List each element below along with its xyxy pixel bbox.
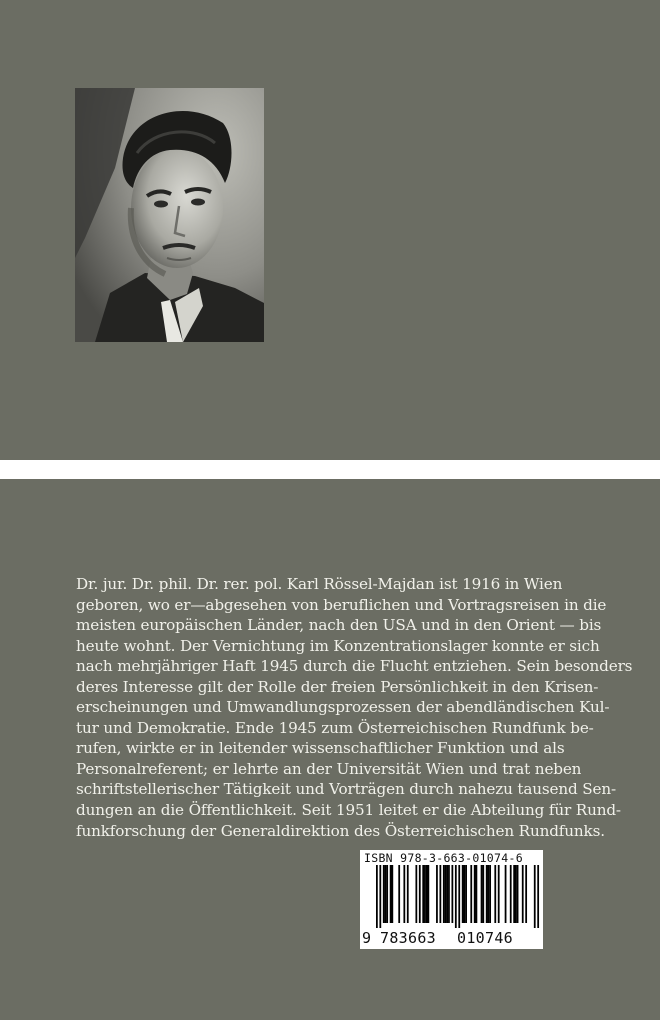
- barcode-bar: [427, 865, 429, 923]
- author-portrait: [75, 88, 264, 342]
- barcode-bar: [407, 865, 409, 923]
- isbn-number: ISBN 978-3-663-01074-6: [364, 851, 523, 865]
- barcode-bar: [462, 865, 464, 923]
- barcode-bar: [482, 865, 484, 923]
- author-biography: [76, 574, 633, 841]
- barcode-bar: [439, 865, 441, 923]
- barcode-bar: [525, 865, 527, 923]
- barcode-bar: [455, 865, 457, 928]
- barcode-bar: [494, 865, 496, 923]
- barcode-bar: [476, 865, 478, 923]
- barcode-digits: [362, 929, 542, 947]
- barcode-bar: [398, 865, 400, 923]
- biography-line: schriftstellerischer Tätigkeit und Vorträgen durch nahezu tausend Sen-: [76, 780, 616, 799]
- cover-upper-panel: [0, 0, 660, 460]
- barcode-bar: [426, 865, 428, 923]
- barcode-bar: [464, 865, 466, 923]
- barcode-bar: [391, 865, 393, 923]
- barcode-bars: [376, 865, 539, 928]
- barcode-bar: [424, 865, 426, 923]
- biography-line: Personalreferent; er lehrte an der Universität Wien und trat neben: [76, 759, 582, 778]
- biography-line: geboren, wo er—abgesehen von beruflichen und Vortragsreisen in die: [76, 595, 607, 614]
- barcode-bar: [498, 865, 500, 923]
- white-divider-stripe: [0, 460, 660, 479]
- biography-line: heute wohnt. Der Vernichtung im Konzentrationslager konnte er sich: [76, 636, 600, 655]
- barcode-bar: [522, 865, 524, 923]
- barcode-bar: [510, 865, 512, 923]
- biography-line: erscheinungen und Umwandlungsprozessen der abendländischen Kul-: [76, 698, 610, 717]
- barcode-bar: [513, 865, 515, 923]
- biography-line: rufen, wirkte er in leitender wissenschaftlicher Funktion und als: [76, 739, 565, 758]
- biography-line: dungen an die Öffentlichkeit. Seit 1951 leitet er die Abteilung für Rund-: [76, 801, 621, 820]
- barcode-bar: [386, 865, 388, 923]
- biography-line: deres Interesse gilt der Rolle der freien Persönlichkeit in den Krisen-: [76, 677, 599, 696]
- author-portrait-image: [75, 88, 264, 342]
- biography-line: tur und Demokratie. Ende 1945 zum Österreichischen Rundfunk be-: [76, 718, 594, 737]
- barcode-bar: [446, 865, 448, 923]
- barcode-bar: [474, 865, 476, 923]
- barcode-bar: [537, 865, 539, 928]
- biography-line: meisten europäischen Länder, nach den USA und in den Orient — bis: [76, 616, 602, 635]
- biography-line: Dr. jur. Dr. phil. Dr. rer. pol. Karl Rössel-Majdan ist 1916 in Wien: [76, 575, 563, 593]
- barcode-bar: [481, 865, 483, 923]
- barcode-bar: [470, 865, 472, 923]
- barcode-bar: [385, 865, 387, 923]
- barcode-bar: [376, 865, 378, 928]
- barcode-bar: [488, 865, 490, 923]
- barcode-bar: [419, 865, 421, 923]
- biography-line: nach mehrjähriger Haft 1945 durch die Flucht entziehen. Sein besonders: [76, 657, 633, 676]
- barcode-bar: [422, 865, 424, 923]
- barcode-bar: [458, 865, 460, 928]
- barcode-bar: [448, 865, 450, 923]
- barcode-bar: [534, 865, 536, 928]
- barcode-bar: [517, 865, 519, 923]
- barcode-bar: [451, 865, 453, 923]
- barcode-bar: [436, 865, 438, 923]
- barcode-left-group: 783663: [380, 929, 436, 947]
- barcode-bar: [383, 865, 385, 923]
- barcode-bar: [486, 865, 488, 923]
- isbn-barcode: [360, 850, 543, 949]
- barcode-bar: [390, 865, 392, 923]
- barcode-bar: [515, 865, 517, 923]
- barcode-first-digit: 9: [362, 929, 372, 947]
- biography-line: funkforschung der Generaldirektion des Österreichischen Rundfunks.: [76, 821, 605, 840]
- barcode-bar: [465, 865, 467, 923]
- barcode-bar: [489, 865, 491, 923]
- barcode-bar: [403, 865, 405, 923]
- barcode-right-group: 010746: [457, 929, 513, 947]
- barcode-bar: [505, 865, 507, 923]
- barcode-bar: [379, 865, 381, 928]
- barcode-bar: [445, 865, 447, 923]
- barcode-bar: [443, 865, 445, 923]
- barcode-bar: [415, 865, 417, 923]
